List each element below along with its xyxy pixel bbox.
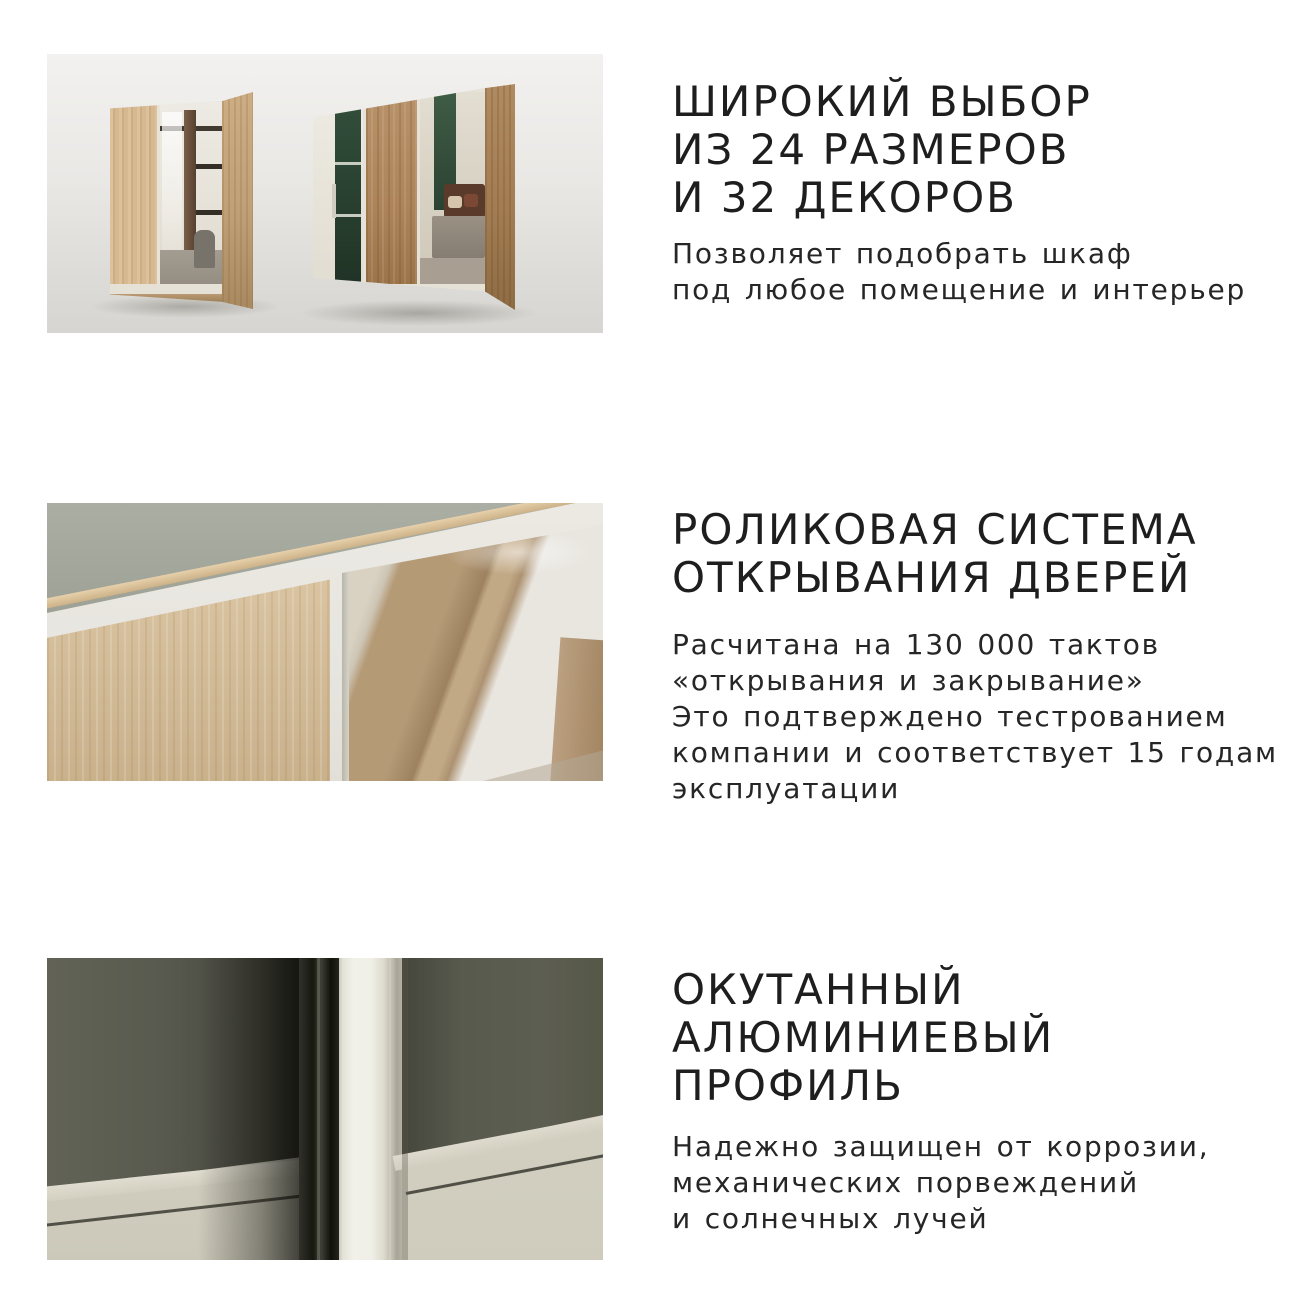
body-line: Надежно защищен от коррозии, <box>672 1130 1210 1163</box>
wardrobe-left-plinth <box>110 284 222 294</box>
wardrobe-right-side-panel <box>485 84 515 310</box>
heading-line: РОЛИКОВАЯ СИСТЕМА <box>672 505 1198 554</box>
wardrobe-right-wood-door <box>366 92 417 284</box>
body-line: эксплуатации <box>672 772 901 805</box>
body-line: компании и соответствует 15 годам <box>672 736 1278 769</box>
aluminium-profile-face <box>339 958 389 1260</box>
body-line: под любое помещение и интерьер <box>672 273 1247 306</box>
gap-reflection-streak <box>317 958 320 1260</box>
heading-line: И 32 ДЕКОРОВ <box>672 173 1017 222</box>
section-heading-wide-choice <box>672 78 1092 222</box>
section-body-roller-system <box>672 627 1278 807</box>
section-heading-roller-system <box>672 506 1198 602</box>
body-line: Позволяет подобрать шкаф <box>672 237 1133 270</box>
mirror-reflection-pillow-light <box>448 196 462 208</box>
heading-line: ИЗ 24 РАЗМЕРОВ <box>672 125 1070 174</box>
door-gap-shadow <box>299 958 339 1260</box>
mirror-reflection-blanket <box>432 216 485 258</box>
wardrobe-right-shadow <box>299 300 539 326</box>
mirror-reflection-green-cabinet <box>335 92 361 284</box>
heading-line: ОТКРЫВАНИЯ ДВЕРЕЙ <box>672 553 1192 602</box>
aluminium-profile-closeup-photo <box>47 958 603 1260</box>
wardrobe-right-mirror-door-left <box>313 92 363 284</box>
mirror-reflection-pillow-dark <box>464 194 478 207</box>
heading-line: ОКУТАННЫЙ <box>672 965 965 1014</box>
body-line: «открывания и закрывание» <box>672 664 1145 697</box>
section-body-wide-choice <box>672 236 1246 308</box>
body-line: Расчитана на 130 000 тактов <box>672 628 1160 661</box>
heading-line: ПРОФИЛЬ <box>672 1061 904 1110</box>
heading-line: АЛЮМИНИЕВЫЙ <box>672 1013 1055 1062</box>
wardrobe-right-front <box>313 88 485 300</box>
left-door-edge-shadow <box>47 958 299 1260</box>
section-body-aluminium-profile <box>672 1129 1209 1237</box>
mirror-reflection-shelf-line-1 <box>335 162 361 165</box>
right-door-unit <box>402 958 603 1260</box>
wardrobe-left-front <box>110 98 222 306</box>
mirror-door-panel <box>342 521 603 781</box>
mirror-reflection-chair <box>194 230 215 268</box>
mirror-reflection-shelf-line-2 <box>335 214 361 217</box>
body-line: механических порвеждений <box>672 1166 1139 1199</box>
two-sliding-door-wardrobes-photo <box>47 54 603 333</box>
heading-line: ШИРОКИЙ ВЫБОР <box>672 77 1092 126</box>
wardrobe-left-side-panel <box>222 92 253 309</box>
mirror-reflection-glazing-bar-1 <box>196 164 222 169</box>
wardrobe-right-plinth <box>313 284 485 292</box>
section-heading-aluminium-profile <box>672 966 1054 1110</box>
left-door-unit <box>47 958 299 1260</box>
body-line: и солнечных лучей <box>672 1202 989 1235</box>
mirror-sheen <box>443 529 593 575</box>
wardrobe-left-mirror-door <box>160 102 222 284</box>
wardrobe-right-mirror-door-right <box>420 92 485 284</box>
body-line: Это подтверждено тестрованием <box>672 700 1228 733</box>
mirror-left-aluminium-edge <box>342 521 349 781</box>
mirror-reflection-glazing-bar-2 <box>196 210 222 215</box>
top-rail-closeup-photo <box>47 503 603 781</box>
mirror-reflection-bedroom-floor <box>420 258 485 284</box>
wardrobe-left-wood-door <box>110 104 157 284</box>
aluminium-profile-silver-edge <box>389 958 402 1260</box>
door-handle-profile <box>332 184 336 218</box>
right-door-edge-shading <box>402 958 408 1260</box>
mirror-reflection-glass-highlight <box>162 112 182 260</box>
